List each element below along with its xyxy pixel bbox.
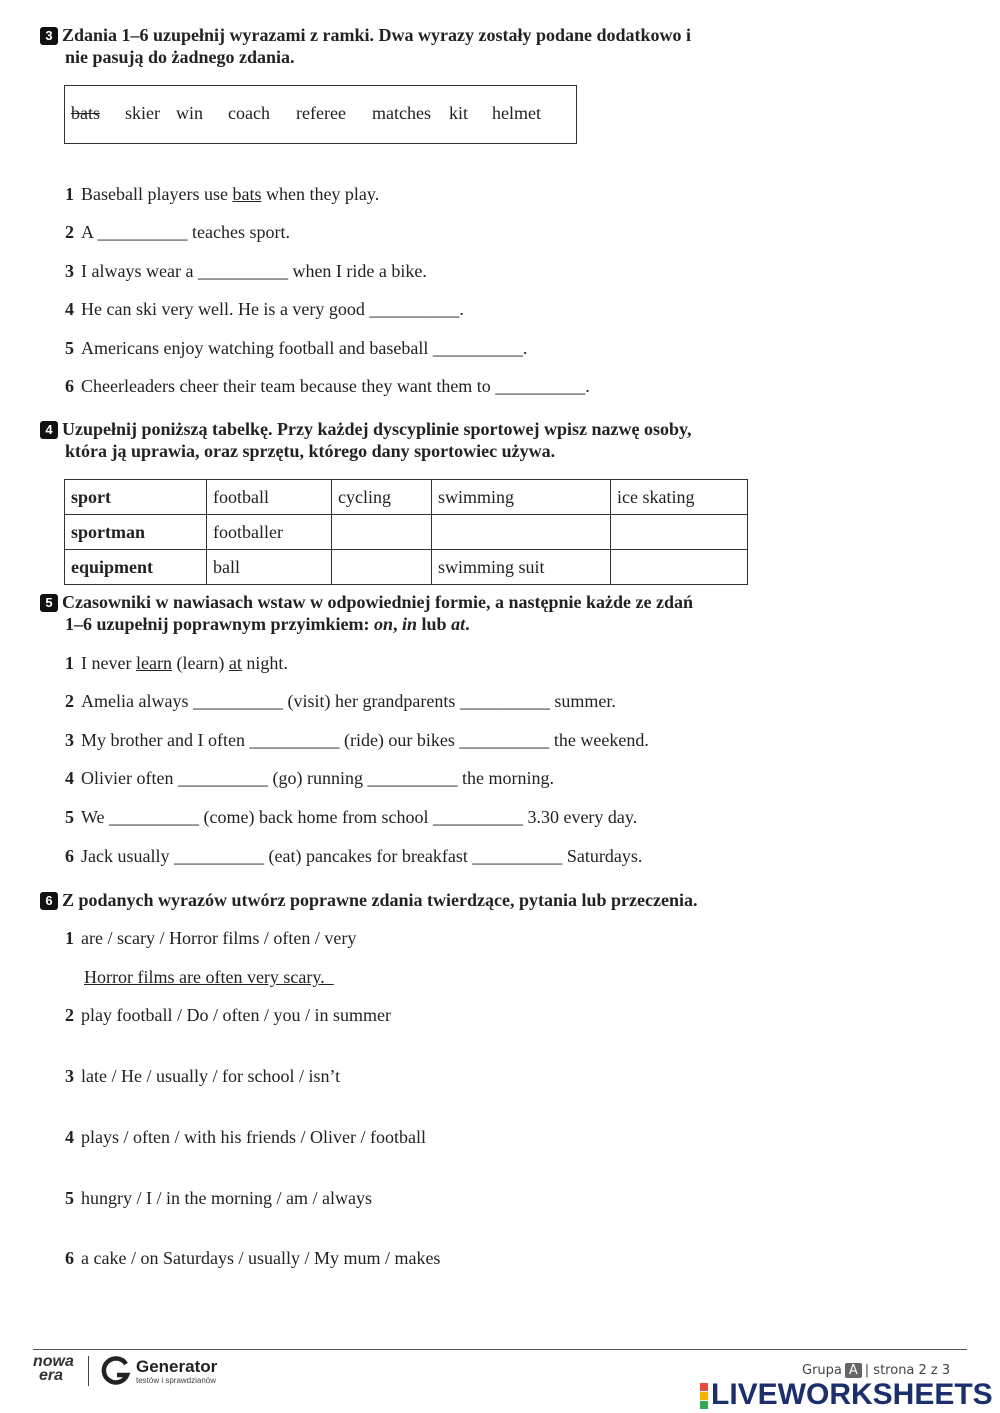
sentence-text: I never	[81, 653, 136, 673]
table-input-cell[interactable]	[332, 550, 432, 585]
instruction-line: Uzupełnij poniższą tabelkę. Przy każdej dyscyplinie sportowej wpisz nazwę osoby,	[62, 419, 692, 439]
sentence-text: (learn)	[171, 653, 229, 673]
sentence-number: 6	[65, 376, 74, 396]
exercise-4-instruction	[40, 418, 692, 462]
table-cell: swimming	[432, 480, 611, 515]
exercise-number-badge: 5	[40, 594, 58, 612]
ex6-item-1	[65, 927, 356, 949]
item-number: 4	[65, 1127, 74, 1147]
table-input-cell[interactable]	[611, 550, 748, 585]
sentence-text: Amelia always __________ (visit) her grandparents __________ summer.	[81, 691, 616, 711]
table-cell: footballer	[207, 515, 332, 550]
instruction-line: Z podanych wyrazów utwórz poprawne zdania twierdzące, pytania lub przeczenia.	[62, 890, 698, 910]
word-box-item: referee	[296, 103, 346, 123]
item-text: a cake / on Saturdays / usually / My mum / makes	[81, 1248, 441, 1268]
sentence-text: night.	[241, 653, 288, 673]
example-answer: at	[228, 653, 242, 673]
liveworksheets-text: LIVEWORKSHEETS	[711, 1378, 993, 1411]
example-answer: bats	[232, 184, 262, 204]
ex6-item-2[interactable]	[65, 1004, 391, 1026]
group-label: Grupa	[802, 1363, 842, 1378]
ex3-sentence-4[interactable]	[65, 298, 464, 320]
generator-subtitle: testów i sprawdzianów	[136, 1376, 217, 1385]
ex6-item-5[interactable]	[65, 1187, 372, 1209]
logo-text: era	[39, 1367, 64, 1384]
sentence-number: 1	[65, 184, 74, 204]
sentence-text: Cheerleaders cheer their team because they want them to __________.	[81, 376, 590, 396]
exercise-number-badge: 6	[40, 892, 58, 910]
sentence-text: My brother and I often __________ (ride) our bikes __________ the weekend.	[81, 730, 649, 750]
ex5-sentence-5[interactable]	[65, 806, 637, 828]
exercise-5-instruction	[40, 591, 693, 635]
preposition: on	[374, 614, 394, 634]
table-row	[65, 515, 748, 550]
table-cell: cycling	[332, 480, 432, 515]
sentence-text: when they play.	[261, 184, 380, 204]
sentence-text: Baseball players use	[81, 184, 233, 204]
item-text: hungry / I / in the morning / am / always	[81, 1188, 372, 1208]
sentence-text: A __________ teaches sport.	[81, 222, 290, 242]
sentence-number: 2	[65, 691, 74, 711]
item-number: 3	[65, 1066, 74, 1086]
ex6-item-3[interactable]	[65, 1065, 340, 1087]
example-answer: learn	[135, 653, 172, 673]
word-box	[64, 85, 577, 144]
ex6-item-4[interactable]	[65, 1126, 426, 1148]
sentence-number: 5	[65, 338, 74, 358]
sentence-number: 1	[65, 653, 74, 673]
page-number: | strona 2 z 3	[864, 1363, 951, 1378]
table-header-cell: equipment	[65, 550, 207, 585]
ex5-sentence-1	[65, 652, 288, 674]
exercise-number-badge: 3	[40, 27, 58, 45]
sentence-text: I always wear a __________ when I ride a bike.	[81, 261, 427, 281]
sports-table	[64, 479, 748, 585]
instruction-line: Zdania 1–6 uzupełnij wyrazami z ramki. Dwa wyrazy zostały podane dodatkowo i	[62, 25, 692, 45]
item-number: 2	[65, 1005, 74, 1025]
ex5-sentence-2[interactable]	[65, 690, 616, 712]
ex3-sentence-6[interactable]	[65, 375, 590, 397]
sentence-text: He can ski very well. He is a very good __________.	[81, 299, 464, 319]
word-box-item: win	[176, 103, 203, 123]
preposition: in	[402, 614, 418, 634]
exercise-3-instruction	[40, 24, 691, 68]
word-box-item: coach	[228, 103, 270, 123]
table-row	[65, 550, 748, 585]
sentence-number: 5	[65, 807, 74, 827]
ex3-sentence-2[interactable]	[65, 221, 290, 243]
group-page-info	[802, 1363, 950, 1378]
ex3-sentence-5[interactable]	[65, 337, 527, 359]
generator-g-icon	[100, 1355, 132, 1387]
item-number: 5	[65, 1188, 74, 1208]
table-header-cell: sportman	[65, 515, 207, 550]
ex3-sentence-3[interactable]	[65, 260, 427, 282]
logo-text: nowa	[33, 1353, 74, 1370]
table-input-cell[interactable]	[432, 515, 611, 550]
sentence-text: We __________ (come) back home from school __________ 3.30 every day.	[81, 807, 638, 827]
item-number: 1	[65, 928, 74, 948]
sentence-text: Olivier often __________ (go) running __________ the morning.	[81, 768, 554, 788]
footer-separator	[88, 1356, 89, 1386]
item-text: play football / Do / often / you / in summer	[81, 1005, 391, 1025]
instruction-text: .	[465, 614, 470, 634]
sentence-number: 3	[65, 730, 74, 750]
instruction-text: ,	[393, 614, 403, 634]
sentence-number: 4	[65, 299, 74, 319]
ex5-sentence-3[interactable]	[65, 729, 649, 751]
example-answer: Horror films are often very scary.	[84, 967, 334, 987]
sentence-text: Americans enjoy watching football and baseball __________.	[81, 338, 528, 358]
word-box-item: helmet	[492, 103, 541, 123]
word-box-item: matches	[372, 103, 431, 123]
word-box-item: skier	[125, 103, 160, 123]
group-badge: A	[845, 1363, 862, 1378]
instruction-line: Czasowniki w nawiasach wstaw w odpowiedniej formie, a następnie każde ze zdań	[62, 592, 694, 612]
generator-logo	[100, 1355, 218, 1392]
instruction-line: która ją uprawia, oraz sprzętu, którego dany sportowiec używa.	[65, 441, 556, 461]
sentence-number: 6	[65, 846, 74, 866]
instruction-line: nie pasują do żadnego zdania.	[65, 47, 295, 67]
sentence-number: 2	[65, 222, 74, 242]
word-box-item: kit	[449, 103, 469, 123]
table-cell: ball	[207, 550, 332, 585]
preposition: at	[451, 614, 466, 634]
sentence-number: 3	[65, 261, 74, 281]
item-text: late / He / usually / for school / isn’t	[81, 1066, 341, 1086]
table-input-cell[interactable]	[332, 515, 432, 550]
table-cell: football	[207, 480, 332, 515]
word-box-item: bats	[71, 103, 100, 123]
table-row	[65, 480, 748, 515]
liveworksheets-logo	[700, 1378, 993, 1412]
exercise-number-badge: 4	[40, 421, 58, 439]
generator-title: Generator	[136, 1357, 218, 1376]
table-cell: ice skating	[611, 480, 748, 515]
instruction-text: lub	[417, 614, 452, 634]
nowa-era-logo	[33, 1355, 74, 1383]
table-cell: swimming suit	[432, 550, 611, 585]
table-input-cell[interactable]	[611, 515, 748, 550]
sentence-number: 4	[65, 768, 74, 788]
footer-divider	[33, 1349, 967, 1350]
liveworksheets-icon	[700, 1382, 708, 1410]
instruction-text: 1–6 uzupełnij poprawnym przyimkiem:	[65, 614, 375, 634]
instruction-line	[40, 613, 693, 635]
sentence-text: Jack usually __________ (eat) pancakes for breakfast __________ Saturdays.	[81, 846, 643, 866]
ex3-sentence-1	[65, 183, 379, 205]
ex6-item-6[interactable]	[65, 1247, 440, 1269]
ex5-sentence-6[interactable]	[65, 845, 642, 867]
ex5-sentence-4[interactable]	[65, 767, 554, 789]
table-header-cell: sport	[65, 480, 207, 515]
item-text: plays / often / with his friends / Oliver / football	[81, 1127, 426, 1147]
item-text: are / scary / Horror films / often / very	[81, 928, 357, 948]
item-number: 6	[65, 1248, 74, 1268]
exercise-6-instruction	[40, 889, 697, 911]
